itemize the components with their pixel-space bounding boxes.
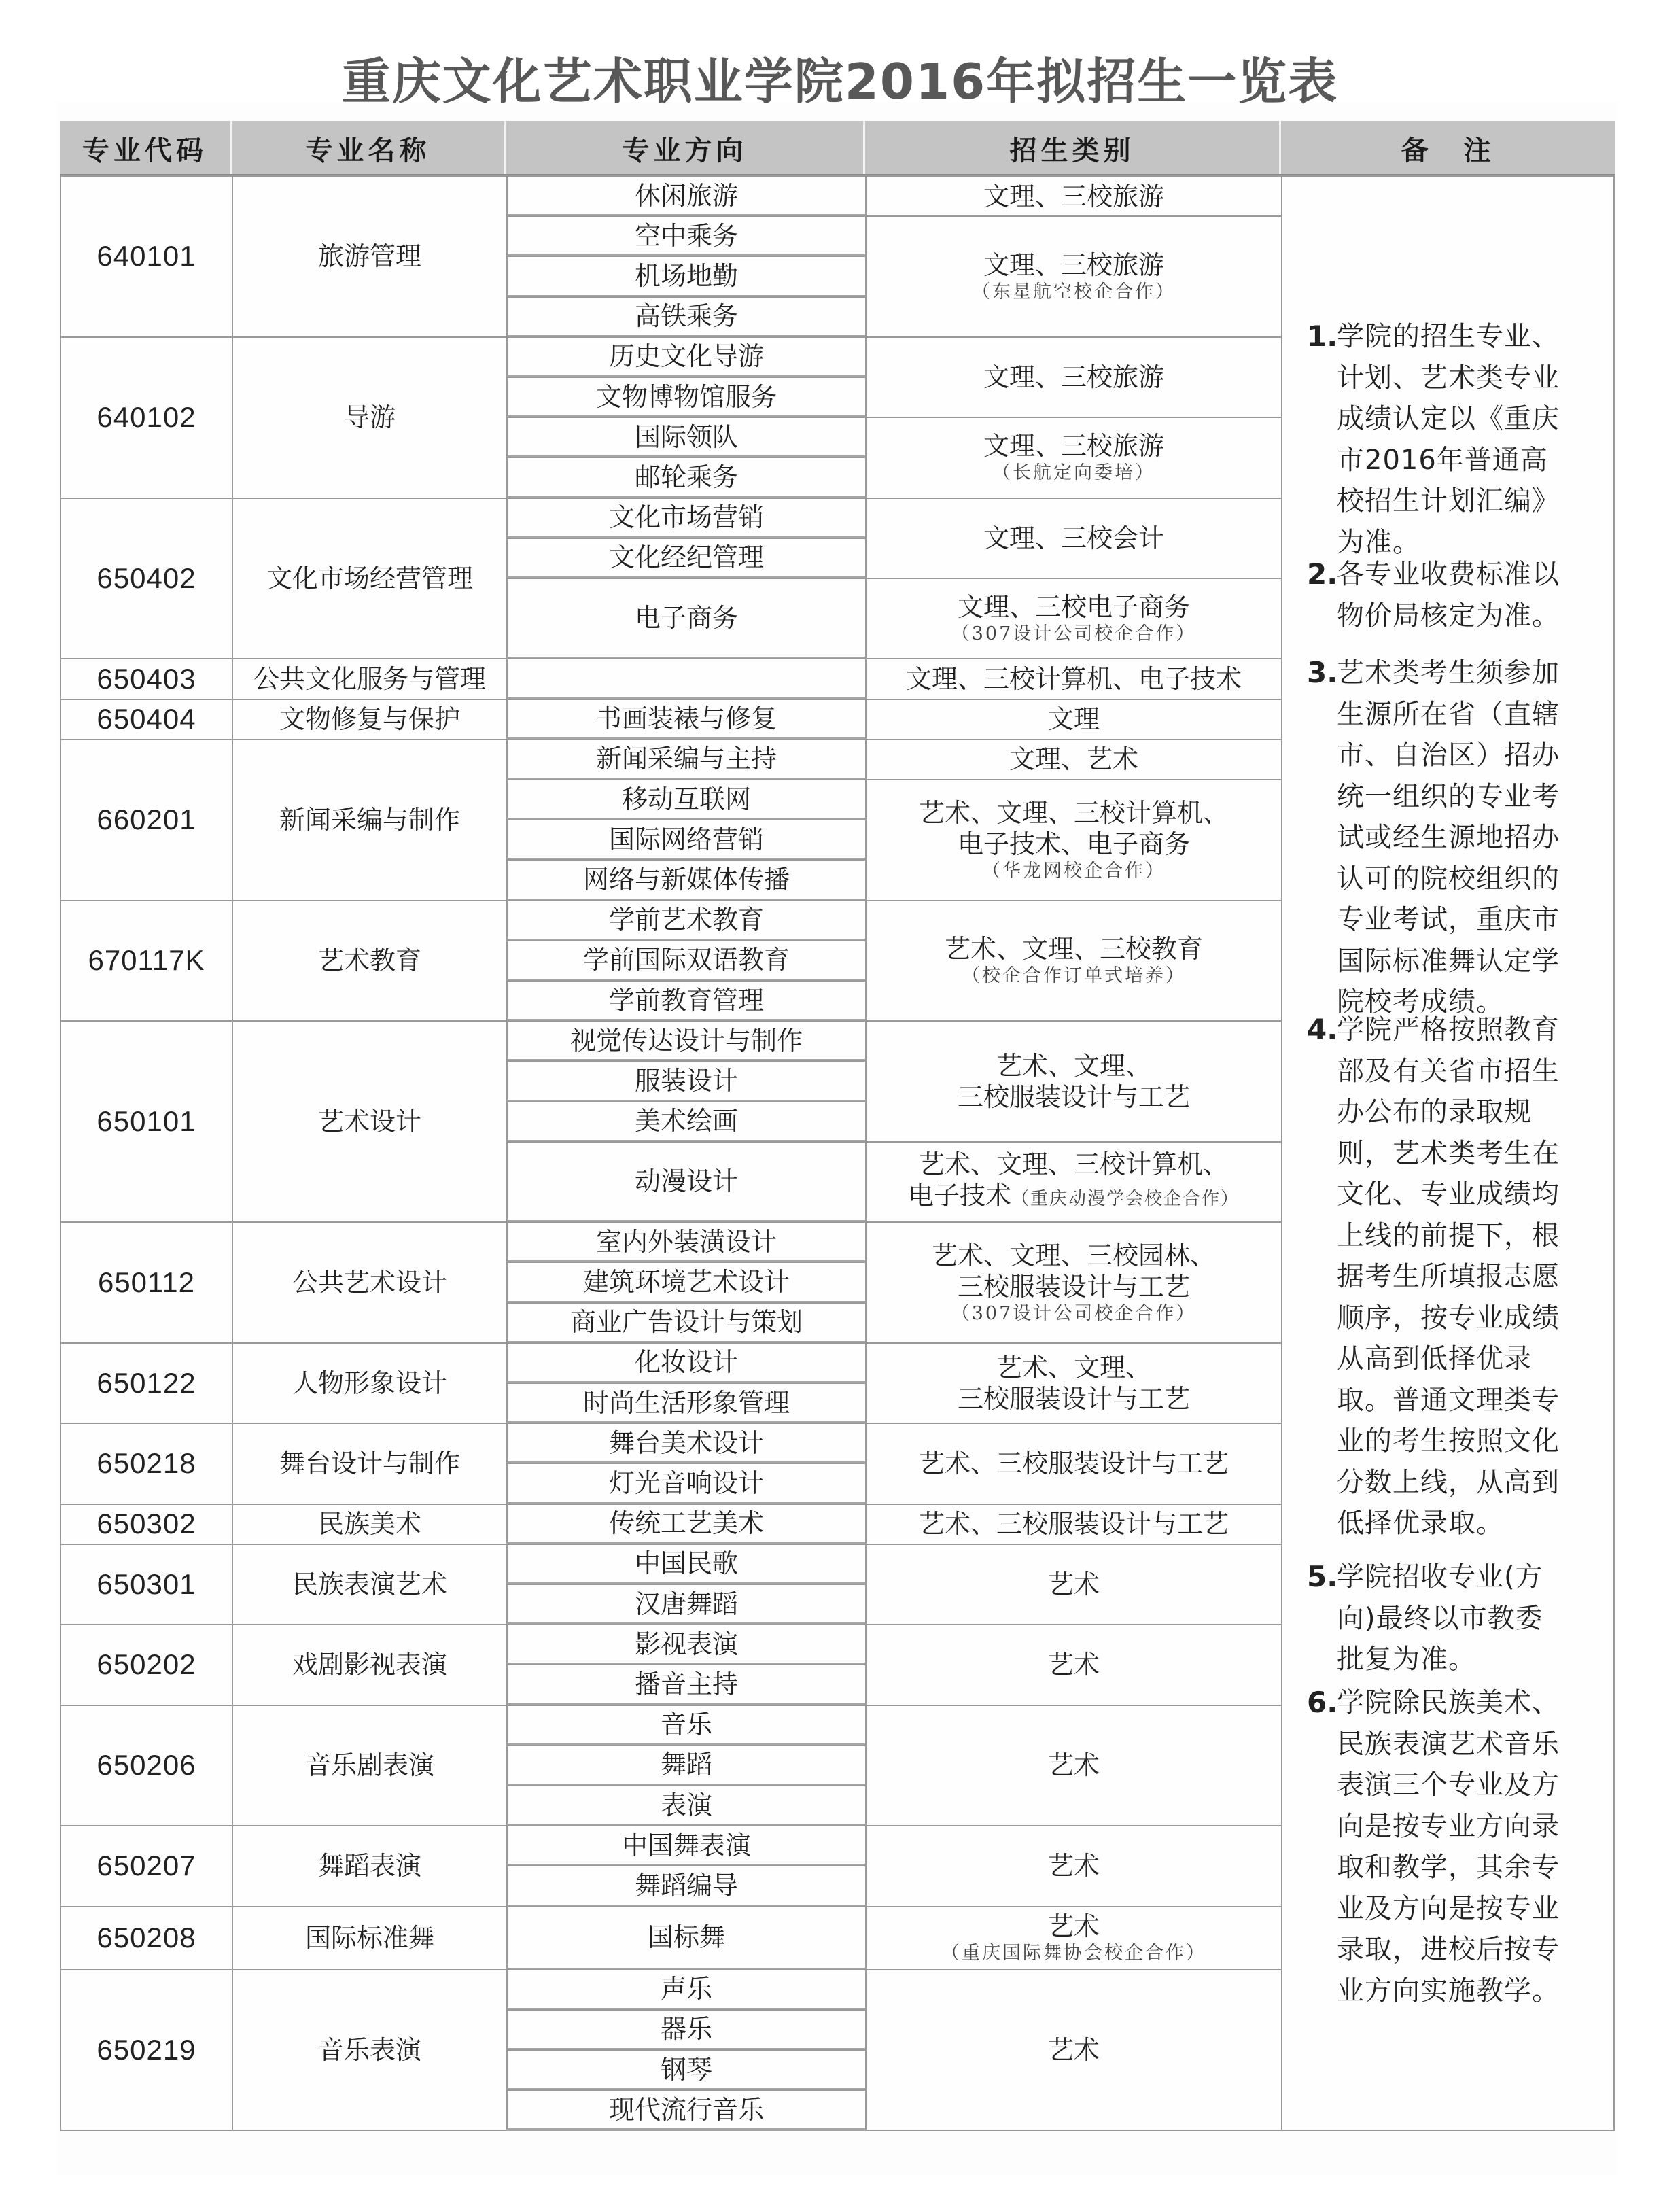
major-direction: 室内外装潢设计 (506, 1221, 867, 1263)
major-code: 650206 (60, 1705, 233, 1827)
cooperation-note: （重庆动漫学会校企合作） (1011, 1189, 1240, 1210)
major-name: 新闻采编与制作 (232, 739, 508, 901)
major-direction: 中国民歌 (506, 1544, 867, 1585)
major-direction: 移动互联网 (506, 779, 867, 820)
enrollment-category (865, 699, 1282, 740)
category-line (983, 249, 1164, 281)
category-text: 文理、三校旅游 (983, 249, 1164, 280)
major-name: 戏剧影视表演 (232, 1624, 508, 1705)
major-code: 650208 (60, 1906, 233, 1970)
enrollment-category (865, 1504, 1282, 1545)
category-text: 艺术、文理、 (996, 1050, 1151, 1081)
remark-line: 取。普通文理类专 (1337, 1384, 1560, 1416)
enrollment-category (865, 417, 1282, 498)
enrollment-category (865, 1141, 1282, 1223)
major-direction: 舞蹈编导 (506, 1865, 867, 1907)
enrollment-category (865, 1969, 1282, 2132)
remark-line: 办公布的录取规 (1337, 1096, 1532, 1128)
remark-line: 部及有关省市招生 (1337, 1055, 1560, 1087)
category-text: 三校服装设计与工艺 (957, 1081, 1190, 1112)
header-code: 专业代码 (60, 121, 232, 175)
category-line (1048, 704, 1100, 735)
remark-line: 批复为准。 (1337, 1644, 1476, 1675)
remark-line: 各专业收费标准以 (1337, 559, 1560, 590)
major-direction: 动漫设计 (506, 1141, 867, 1223)
remark-line: 民族表演艺术音乐 (1337, 1728, 1560, 1760)
major-code: 650202 (60, 1624, 233, 1705)
major-code: 650101 (60, 1020, 233, 1223)
major-direction: 器乐 (506, 2009, 867, 2051)
remark-line: 学院严格按照教育 (1337, 1014, 1560, 1045)
cooperation-note: （校企合作订单式培养） (962, 965, 1186, 987)
remark-number: 6. (1307, 1686, 1338, 1719)
category-text: 艺术、文理、三校园林、 (931, 1240, 1216, 1270)
major-name: 民族美术 (232, 1504, 508, 1545)
category-text: 艺术 (1047, 2034, 1100, 2065)
remark-line: 学院除民族美术、 (1337, 1687, 1560, 1718)
major-code: 650219 (60, 1969, 233, 2132)
major-name: 人物形象设计 (232, 1342, 508, 1424)
page-title: 重庆文化艺术职业学院2016年拟招生一览表 (341, 53, 1339, 110)
remark-line: 文化、专业成绩均 (1337, 1179, 1560, 1210)
remark-line: 试或经生源地招办 (1337, 822, 1560, 853)
major-direction: 电子商务 (506, 578, 867, 659)
remark-line: 从高到低择优录 (1337, 1343, 1532, 1374)
major-direction: 商业广告设计与策划 (506, 1302, 867, 1344)
category-text: 艺术 (1047, 1569, 1100, 1599)
major-direction: 现代流行音乐 (506, 2089, 867, 2131)
category-text: 艺术、文理、三校教育 (944, 934, 1203, 965)
category-line (958, 1081, 1190, 1113)
remark-line: 顺序，按专业成绩 (1337, 1302, 1560, 1334)
header-category: 招生类别 (865, 121, 1281, 175)
remark-line: 计划、艺术类专业 (1337, 362, 1560, 394)
major-direction: 高铁乘务 (506, 296, 867, 338)
cooperation-note: （长航定向委培） (992, 462, 1155, 484)
major-direction: 国际网络营销 (506, 819, 867, 861)
enrollment-category (865, 498, 1282, 579)
category-text: 文理、三校会计 (983, 523, 1164, 553)
remark-line: 国际标准舞认定学 (1337, 945, 1560, 977)
category-line (908, 1180, 1240, 1215)
category-text: 文理、三校旅游 (983, 181, 1164, 211)
major-name: 舞台设计与制作 (232, 1423, 508, 1504)
remark-number: 5. (1307, 1560, 1338, 1593)
major-name: 国际标准舞 (232, 1906, 508, 1970)
major-direction: 时尚生活形象管理 (506, 1383, 867, 1424)
major-direction: 文物博物馆服务 (506, 377, 867, 418)
major-direction: 学前国际双语教育 (506, 940, 867, 982)
major-name: 文化市场经营管理 (232, 498, 508, 660)
remark-line: 物价局核定为准。 (1337, 600, 1560, 631)
enrollment-category (865, 336, 1282, 418)
remark-item (1307, 1682, 1609, 2011)
enrollment-category (865, 900, 1282, 1022)
major-direction: 灯光音响设计 (506, 1463, 867, 1504)
remark-line: 向)最终以市教委 (1337, 1602, 1543, 1634)
category-text: 艺术 (1047, 1851, 1100, 1881)
major-direction: 美术绘画 (506, 1101, 867, 1143)
major-direction: 文化市场营销 (506, 498, 867, 539)
category-line (919, 1149, 1229, 1180)
major-direction: 文化经纪管理 (506, 538, 867, 579)
category-text: 电子技术、电子商务 (957, 829, 1190, 859)
major-direction: 表演 (506, 1785, 867, 1826)
remark-number: 2. (1307, 557, 1338, 591)
remark-line: 统一组织的专业考 (1337, 780, 1560, 812)
remark-line: 则，艺术类考生在 (1337, 1137, 1560, 1169)
major-code: 650404 (60, 699, 233, 740)
header-name: 专业名称 (232, 121, 506, 175)
remark-number: 4. (1307, 1013, 1338, 1046)
major-direction: 声乐 (506, 1969, 867, 2011)
major-code: 650122 (60, 1342, 233, 1424)
enrollment-category (865, 1624, 1282, 1705)
cooperation-note: （307设计公司校企合作） (951, 1302, 1197, 1324)
remark-number: 3. (1307, 656, 1338, 689)
category-line (996, 1050, 1151, 1081)
remark-line: 校招生计划汇编》 (1337, 485, 1560, 517)
major-code: 650403 (60, 658, 233, 699)
major-direction (506, 658, 867, 699)
category-text: 文理、三校旅游 (983, 362, 1164, 392)
major-direction: 服装设计 (506, 1060, 867, 1102)
major-direction: 新闻采编与主持 (506, 739, 867, 780)
category-line (983, 523, 1164, 554)
remark-item (1307, 554, 1609, 636)
enrollment-category (865, 1705, 1282, 1827)
major-direction: 传统工艺美术 (506, 1504, 867, 1545)
major-code: 650302 (60, 1504, 233, 1545)
major-code: 650402 (60, 498, 233, 660)
major-name: 公共文化服务与管理 (232, 658, 508, 699)
major-code: 640102 (60, 336, 233, 499)
remark-line: 上线的前提下，根 (1337, 1219, 1560, 1251)
category-line (983, 362, 1164, 393)
major-direction: 书画装裱与修复 (506, 699, 867, 740)
enrollment-category (865, 215, 1282, 338)
remark-line: 学院招收专业(方 (1337, 1561, 1543, 1593)
category-text: 艺术、文理、 (996, 1352, 1151, 1383)
remarks-column (1281, 175, 1615, 2131)
remark-line: 专业考试，重庆市 (1337, 904, 1560, 935)
category-line (958, 591, 1190, 623)
category-text: 三校服装设计与工艺 (957, 1271, 1190, 1302)
enrollment-category (865, 1906, 1282, 1970)
category-line (919, 797, 1229, 829)
major-direction: 汉唐舞蹈 (506, 1584, 867, 1625)
major-direction: 学前教育管理 (506, 980, 867, 1022)
remark-line: 艺术类考生须参加 (1337, 657, 1560, 689)
enrollment-category (865, 779, 1282, 901)
category-line (1048, 1850, 1100, 1881)
major-code: 650301 (60, 1544, 233, 1625)
remark-line: 学院的招生专业、 (1337, 321, 1560, 352)
category-line (1009, 744, 1138, 775)
major-direction: 钢琴 (506, 2049, 867, 2091)
major-direction: 播音主持 (506, 1664, 867, 1705)
enrollment-category (865, 658, 1282, 699)
category-line (1048, 2034, 1100, 2066)
header-remarks: 备 注 (1281, 121, 1615, 175)
enrollment-category (865, 739, 1282, 780)
major-name: 公共艺术设计 (232, 1221, 508, 1344)
remark-line: 业的考生按照文化 (1337, 1425, 1560, 1457)
enrollment-category (865, 578, 1282, 659)
major-direction: 影视表演 (506, 1624, 867, 1665)
enrollment-category (865, 1342, 1282, 1424)
category-text: 文理、三校电子商务 (957, 592, 1190, 623)
enrollment-category (865, 1825, 1282, 1907)
header-direction: 专业方向 (506, 121, 865, 175)
major-code: 650218 (60, 1423, 233, 1504)
remark-line: 录取，进校后按专 (1337, 1934, 1560, 1965)
category-line (919, 1448, 1229, 1479)
major-name: 文物修复与保护 (232, 699, 508, 740)
category-line (996, 1352, 1151, 1383)
category-text: 文理、三校计算机、电子技术 (905, 663, 1242, 694)
major-direction: 中国舞表演 (506, 1825, 867, 1866)
enrollment-category (865, 1544, 1282, 1625)
category-text: 文理、三校旅游 (983, 431, 1164, 462)
major-direction: 音乐 (506, 1705, 867, 1746)
remark-item (1307, 653, 1609, 1023)
enrollment-category (865, 1221, 1282, 1344)
major-direction: 休闲旅游 (506, 175, 867, 217)
major-name: 旅游管理 (232, 175, 508, 338)
category-text: 文理 (1047, 704, 1100, 735)
category-line (1048, 1649, 1100, 1680)
major-code: 660201 (60, 739, 233, 901)
category-line (1048, 1911, 1100, 1942)
category-line (1048, 1569, 1100, 1600)
remark-line: 取和教学，其余专 (1337, 1852, 1560, 1883)
category-text: 艺术、三校服装设计与工艺 (918, 1448, 1229, 1479)
remark-line: 业方向实施教学。 (1337, 1975, 1560, 2007)
major-name: 民族表演艺术 (232, 1544, 508, 1625)
major-direction: 历史文化导游 (506, 336, 867, 378)
major-code: 650112 (60, 1221, 233, 1344)
category-text: 艺术 (1047, 1750, 1100, 1781)
remark-number: 1. (1307, 319, 1338, 353)
cooperation-note: （307设计公司校企合作） (951, 623, 1197, 645)
major-direction: 邮轮乘务 (506, 457, 867, 498)
category-line (945, 933, 1203, 965)
category-text: 文理、艺术 (1009, 744, 1138, 775)
remark-item (1307, 1557, 1609, 1680)
remark-line: 低择优录取。 (1337, 1508, 1504, 1539)
category-line (932, 1240, 1216, 1271)
category-text: 三校服装设计与工艺 (957, 1383, 1190, 1414)
remark-line: 生源所在省（直辖 (1337, 698, 1560, 730)
remark-line: 市、自治区）招办 (1337, 740, 1560, 771)
major-code: 650207 (60, 1825, 233, 1907)
category-line (983, 430, 1164, 462)
category-line (919, 1508, 1229, 1540)
category-text: 电子技术 (907, 1181, 1011, 1211)
cooperation-note: （华龙网校企合作） (982, 860, 1166, 882)
category-text: 艺术、文理、三校计算机、 (918, 1149, 1229, 1180)
major-direction: 网络与新媒体传播 (506, 859, 867, 901)
category-text: 艺术 (1047, 1911, 1100, 1942)
category-text: 艺术 (1047, 1650, 1100, 1680)
major-direction: 空中乘务 (506, 215, 867, 257)
category-line (983, 181, 1164, 212)
category-text: 艺术、三校服装设计与工艺 (918, 1509, 1229, 1540)
cooperation-note: （东星航空校企合作） (972, 281, 1176, 302)
major-name: 音乐剧表演 (232, 1705, 508, 1827)
major-direction: 国标舞 (506, 1906, 867, 1970)
major-name: 艺术教育 (232, 900, 508, 1022)
remark-line: 为准。 (1337, 526, 1420, 558)
remark-line: 表演三个专业及方 (1337, 1769, 1560, 1801)
major-code: 670117K (60, 900, 233, 1022)
major-code: 640101 (60, 175, 233, 338)
remark-line: 成绩认定以《重庆 (1337, 403, 1560, 434)
remark-line: 业及方向是按专业 (1337, 1892, 1560, 1924)
major-direction: 国际领队 (506, 417, 867, 458)
remark-line: 认可的院校组织的 (1337, 863, 1560, 895)
enrollment-category (865, 175, 1282, 217)
remark-item (1307, 316, 1609, 563)
remark-line: 分数上线，从高到 (1337, 1466, 1560, 1498)
major-direction: 化妆设计 (506, 1342, 867, 1384)
remark-line: 院校考成绩。 (1337, 986, 1504, 1018)
category-text: 艺术、文理、三校计算机、 (918, 797, 1229, 828)
remark-line: 市2016年普通高 (1337, 444, 1548, 476)
remark-line: 向是按专业方向录 (1337, 1810, 1560, 1842)
remark-line: 据考生所填报志愿 (1337, 1261, 1560, 1292)
major-name: 音乐表演 (232, 1969, 508, 2132)
major-direction: 学前艺术教育 (506, 900, 867, 941)
cooperation-note: （重庆国际舞协会校企合作） (941, 1943, 1206, 1964)
major-direction: 视觉传达设计与制作 (506, 1020, 867, 1062)
major-name: 舞蹈表演 (232, 1825, 508, 1907)
remark-item (1307, 1009, 1609, 1544)
major-direction: 机场地勤 (506, 256, 867, 297)
category-line (1048, 1750, 1100, 1781)
category-line (958, 1383, 1190, 1414)
major-direction: 舞台美术设计 (506, 1423, 867, 1464)
category-line (958, 829, 1190, 860)
major-direction: 舞蹈 (506, 1745, 867, 1786)
category-line (958, 1271, 1190, 1302)
major-name: 导游 (232, 336, 508, 499)
category-line (906, 663, 1242, 695)
enrollment-category (865, 1020, 1282, 1143)
major-name: 艺术设计 (232, 1020, 508, 1223)
enrollment-category (865, 1423, 1282, 1504)
major-direction: 建筑环境艺术设计 (506, 1262, 867, 1303)
